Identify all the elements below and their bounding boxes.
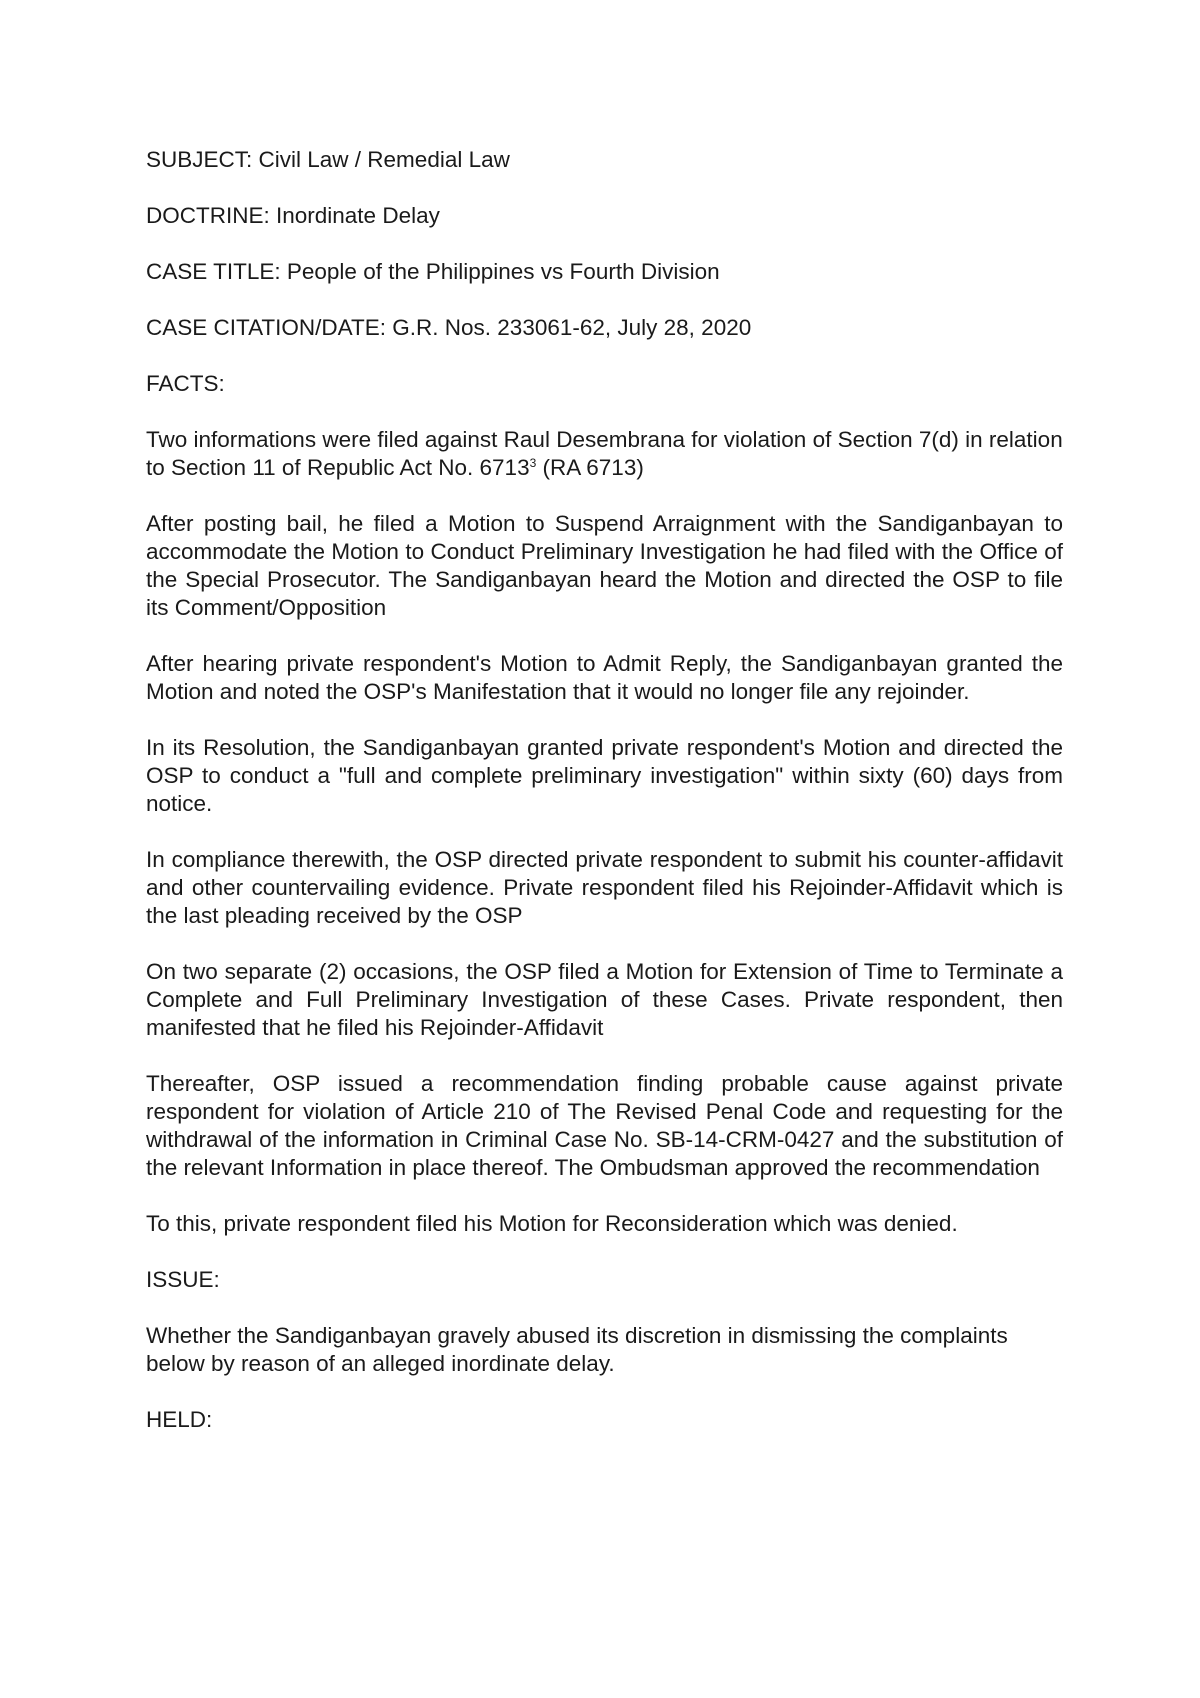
- facts-paragraph-5: In compliance therewith, the OSP directed private respondent to submit his counter-affidavit and other countervailing evidence. Private respondent filed his Rejoinder-Affidavit which is the last pleading received by the OSP: [146, 847, 1063, 928]
- subject-line: SUBJECT: Civil Law / Remedial Law: [146, 147, 510, 172]
- held-heading: HELD:: [146, 1407, 213, 1432]
- document-body: [146, 146, 1063, 1462]
- facts-paragraph-4: In its Resolution, the Sandiganbayan granted private respondent's Motion and directed the OSP to conduct a "full and complete preliminary investigation" within sixty (60) days from notice.: [146, 735, 1063, 816]
- case-citation-line: CASE CITATION/DATE: G.R. Nos. 233061-62, July 28, 2020: [146, 315, 752, 340]
- facts-paragraph-1-tail: (RA 6713): [536, 455, 644, 480]
- facts-paragraph-3: After hearing private respondent's Motion to Admit Reply, the Sandiganbayan granted the Motion and noted the OSP's Manifestation that it would no longer file any rejoinder.: [146, 651, 1063, 704]
- facts-paragraph-1: [146, 426, 1063, 482]
- facts-paragraph-7: Thereafter, OSP issued a recommendation finding probable cause against private respondent for violation of Article 210 of The Revised Penal Code and requesting for the withdrawal of the information in Criminal Case No. SB-14-CRM-0427 and the substitution of the relevant Information in place thereof. The Ombudsman approved the recommendation: [146, 1071, 1063, 1180]
- issue-paragraph: Whether the Sandiganbayan gravely abused its discretion in dismissing the complaints below by reason of an alleged inordinate delay.: [146, 1323, 1008, 1376]
- facts-heading: FACTS:: [146, 371, 225, 396]
- footnote-marker: 3: [529, 456, 537, 470]
- issue-heading: ISSUE:: [146, 1267, 220, 1292]
- doctrine-line: DOCTRINE: Inordinate Delay: [146, 203, 440, 228]
- case-title-line: CASE TITLE: People of the Philippines vs Fourth Division: [146, 259, 720, 284]
- facts-paragraph-2: After posting bail, he filed a Motion to Suspend Arraignment with the Sandiganbayan to accommodate the Motion to Conduct Preliminary Investigation he had filed with the Office of the Special Prosecutor. The Sandiganbayan heard the Motion and directed the OSP to file its Comment/Opposition: [146, 511, 1063, 620]
- facts-paragraph-1-text: Two informations were filed against Raul Desembrana for violation of Section 7(d) in relation to Section 11 of Republic Act No. 6713: [146, 427, 1063, 480]
- facts-paragraph-6: On two separate (2) occasions, the OSP filed a Motion for Extension of Time to Terminate a Complete and Full Preliminary Investigation of these Cases. Private respondent, then manifested that he filed his Rejoinder-Affidavit: [146, 959, 1063, 1040]
- facts-paragraph-8: To this, private respondent filed his Motion for Reconsideration which was denied.: [146, 1211, 958, 1236]
